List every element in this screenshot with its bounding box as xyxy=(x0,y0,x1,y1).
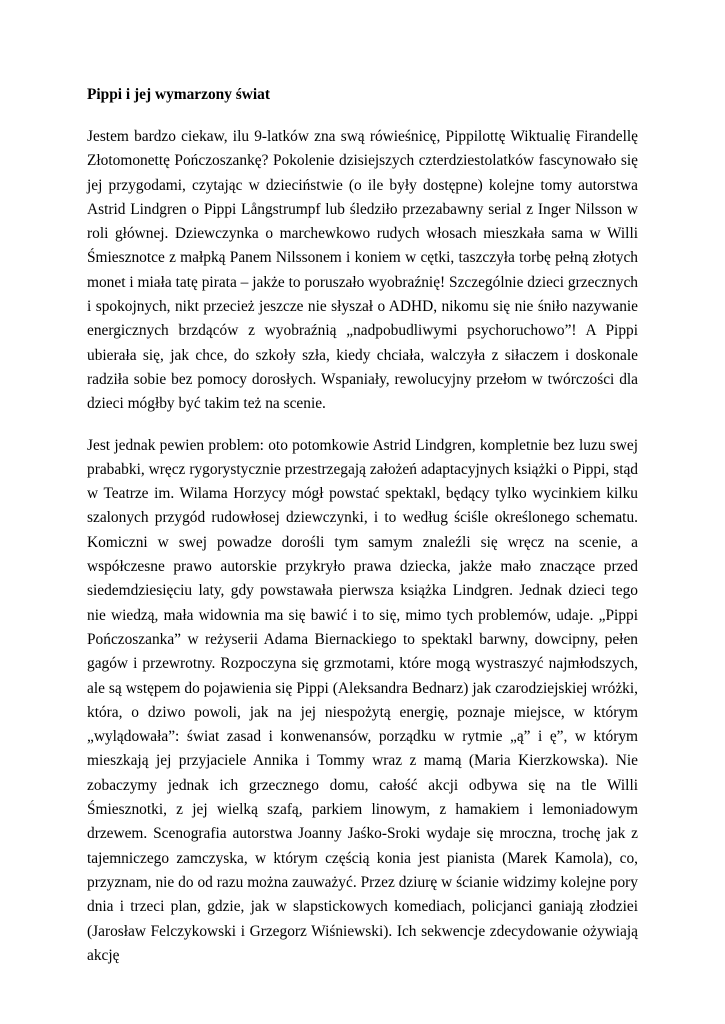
paragraph-2: Jest jednak pewien problem: oto potomkowie Astrid Lindgren, kompletnie bez luzu swej prababki, wręcz rygorystycznie przestrzegają założeń adaptacyjnych książki o Pippi, stąd w Teatrze im. Wilama Horzycy mógł powstać spektakl, będący tylko wycinkiem kilku szalonych przygód rudowłosej dziewczynki, i to według ściśle określonego schematu. Komiczni w swej powadze dorośli tym samym znaleźli się wręcz na scenie, a współczesne prawo autorskie przykryło prawa dziecka, jakże mało znaczące przed siedemdziesięciu laty, gdy powstawała pierwsza książka Lindgren. Jednak dzieci tego nie wiedzą, mała widownia ma się bawić i to się, mimo tych problemów, udaje. „Pippi Pończoszanka” w reżyserii Adama Biernackiego to spektakl barwny, dowcipny, pełen gagów i przewrotny. Rozpoczyna się grzmotami, które mogą wystraszyć najmłodszych, ale są wstępem do pojawienia się Pippi (Aleksandra Bednarz) jak czarodziejskiej wróżki, która, o dziwo powoli, jak na jej niespożytą energię, poznaje miejsce, w którym „wylądowała”: świat zasad i konwenansów, porządku w rytmie „ą” i ę”, w którym mieszkają jej przyjaciele Annika i Tommy wraz z mamą (Maria Kierzkowska). Nie zobaczymy jednak ich grzecznego domu, całość akcji odbywa się na tle Willi Śmiesznotki, z jej wielką szafą, parkiem linowym, z hamakiem i lemoniadowym drzewem. Scenografia autorstwa Joanny Jaśko-Sroki wydaje się mroczna, trochę jak z tajemniczego zamczyska, w którym częścią konia jest pianista (Marek Kamola), co, przyznam, nie do od razu można zauważyć. Przez dziurę w ścianie widzimy kolejne pory dnia i trzeci plan, gdzie, jak w slapstickowych komediach, policjanci ganiają złodziei (Jarosław Felczykowski i Grzegorz Wiśniewski). Ich sekwencje zdecydowanie ożywiają akcję xyxy=(87,436,638,964)
document-title: Pippi i jej wymarzony świat xyxy=(87,86,270,103)
document-body xyxy=(87,83,638,968)
paragraph-1: Jestem bardzo ciekaw, ilu 9-latków zna swą rówieśnicę, Pippilottę Wiktualię Firandellę Złotomonettę Pończoszankę? Pokolenie dzisiejszych czterdziestolatków fascynowało się jej przygodami, czytając w dzieciństwie (o ile były dostępne) kolejne tomy autorstwa Astrid Lindgren o Pippi Långstrumpf lub śledziło przezabawny serial z Inger Nilsson w roli głównej. Dziewczynka o marchewkowo rudych włosach mieszkała sama w Willi Śmiesznotce z małpką Panem Nilssonem i koniem w cętki, taszczyła torbę pełną złotych monet i miała tatę pirata – jakże to poruszało wyobraźnię! Szczególnie dzieci grzecznych i spokojnych, nikt przecież jeszcze nie słyszał o ADHD, nikomu się nie śniło nazywanie energicznych brzdąców z wyobraźnią „nadpobudliwymi psychoruchowo”! A Pippi ubierała się, jak chce, do szkoły szła, kiedy chciała, walczyła z siłaczem i doskonale radziła sobie bez pomocy dorosłych. Wspaniały, rewolucyjny przełom w twórczości dla dzieci mógłby być takim też na scenie. xyxy=(87,128,638,413)
